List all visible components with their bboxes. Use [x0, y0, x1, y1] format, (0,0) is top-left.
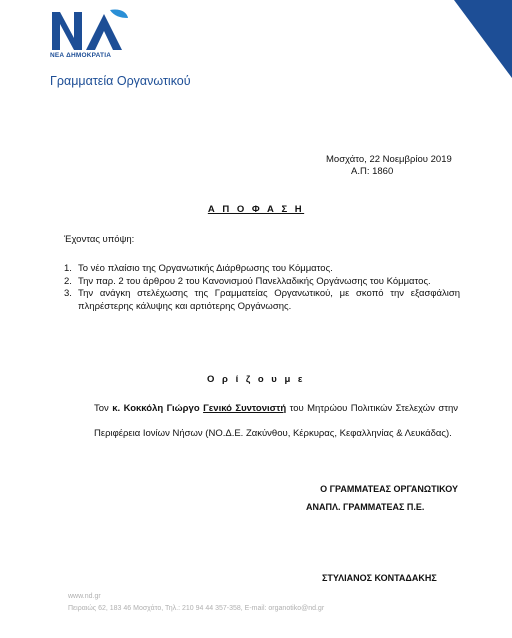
appointee-name: κ. Κοκκόλη Γιώργο	[112, 403, 200, 414]
footer-address: Πειραιώς 62, 183 46 Μοσχάτο, Τηλ.: 210 94 44 357-358, E-mail: organotiko@nd.gr	[68, 605, 325, 612]
list-item-number: 1.	[64, 263, 72, 274]
list-item	[64, 276, 460, 289]
list-item-text: Το νέο πλαίσιο της Οργανωτικής Διάρθρωσης του Κόμματος.	[78, 263, 333, 274]
decision-heading: Ο ρ ί ζ ο υ μ ε	[207, 374, 305, 385]
logo-subtitle: ΝΕΑ ΔΗΜΟΚΡΑΤΙΑ	[50, 52, 112, 59]
footer-website: www.nd.gr	[68, 593, 101, 600]
signatory-subtitle: ΑΝΑΠΛ. ΓΡΑΜΜΑΤΕΑΣ Π.Ε.	[306, 502, 425, 512]
reference-number: Α.Π: 1860	[351, 166, 394, 177]
document-title-text: Α Π Ο Φ Α Σ Η	[207, 204, 305, 215]
document-title	[0, 204, 512, 215]
list-item-text: Την παρ. 2 του άρθρου 2 του Κανονισμού Πανελλαδικής Οργάνωσης του Κόμματος.	[78, 275, 431, 287]
decision-prefix: Τον	[94, 403, 113, 414]
list-item	[64, 263, 460, 276]
list-item-number: 2.	[64, 275, 72, 287]
appointee-role: Γενικό Συντονιστή	[203, 403, 287, 414]
department-name: Γραμματεία Οργανωτικού	[50, 74, 191, 88]
list-item	[64, 288, 460, 313]
list-item-number: 3.	[64, 288, 72, 299]
decision-rest: του Μητρώου Πολιτικών Στελεχών στην Περιφέρεια Ιονίων Νήσων (ΝΟ.Δ.Ε. Ζακύνθου, Κέρκυρας, Κεφαλληνίας & Λευκάδας).	[94, 403, 459, 439]
considerations-list	[64, 263, 460, 313]
decision-paragraph	[94, 396, 458, 446]
corner-accent	[454, 0, 512, 78]
considering-label: Έχοντας υπόψη:	[64, 234, 135, 245]
place-date: Μοσχάτο, 22 Νοεμβρίου 2019	[326, 154, 452, 165]
list-item-text: Την ανάγκη στελέχωσης της Γραμματείας Οργανωτικού, με σκοπό την εξασφάλιση πληρέστερης κάλυψης και αρτιότερης Οργάνωσης.	[78, 288, 460, 312]
signatory-name: ΣΤΥΛΙΑΝΟΣ ΚΟΝΤΑΔΑΚΗΣ	[322, 573, 437, 583]
signatory-title: Ο ΓΡΑΜΜΑΤΕΑΣ ΟΡΓΑΝΩΤΙΚΟΥ	[320, 484, 458, 494]
